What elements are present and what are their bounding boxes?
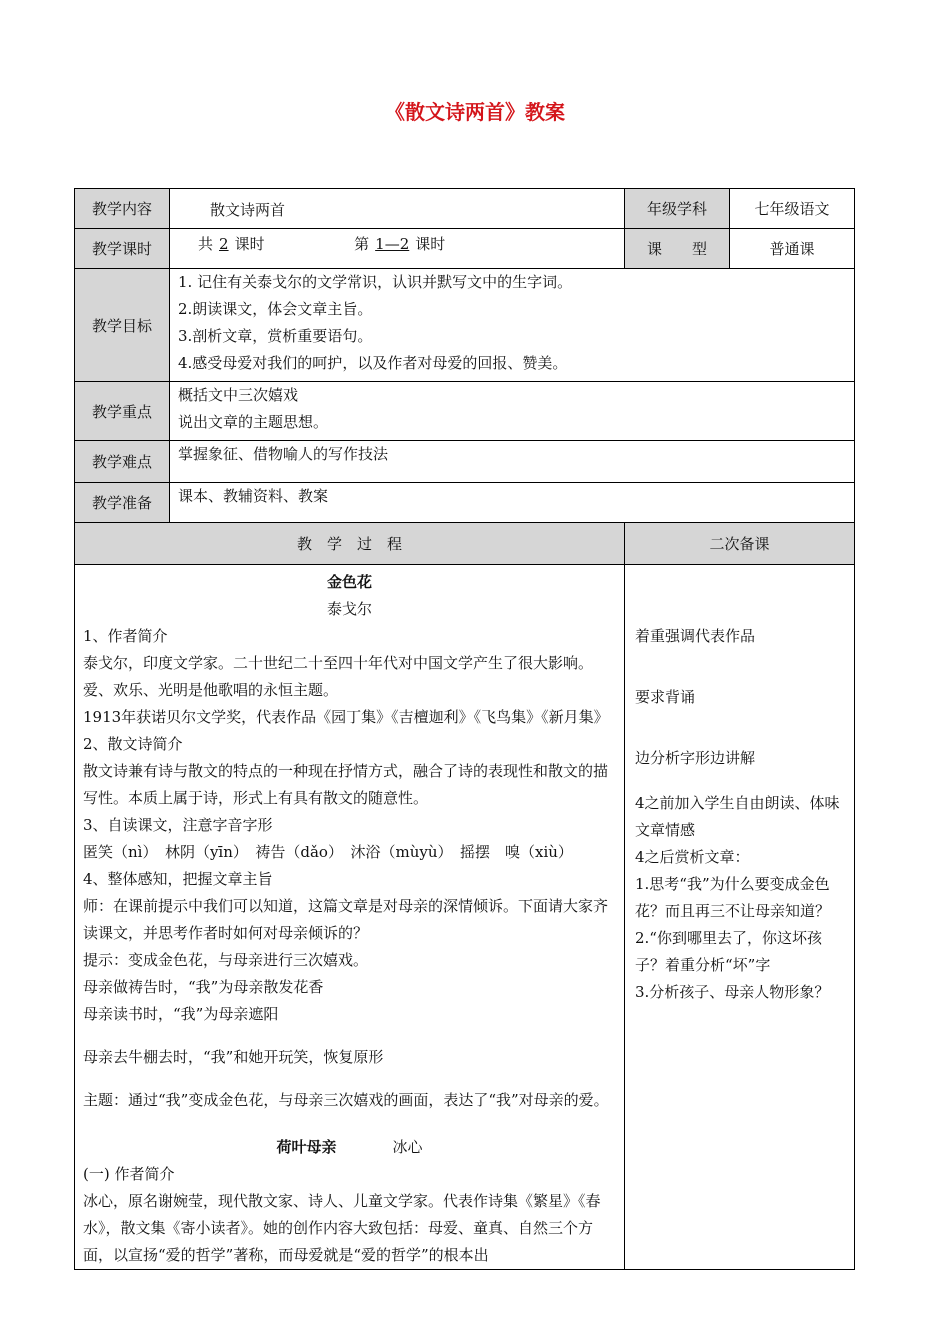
prep-text: 课本、教辅资料、教案 <box>170 483 855 523</box>
hours-label: 教学课时 <box>75 229 170 269</box>
hours-total: 2 <box>219 235 229 253</box>
hours-seq: 1—2 <box>375 235 410 253</box>
row-hours <box>75 229 855 269</box>
grade-value: 七年级语文 <box>730 189 855 229</box>
paragraph: 1913年获诺贝尔文学奖，代表作品《园丁集》《吉檀迦利》《飞鸟集》《新月集》 <box>83 708 609 726</box>
paragraph: 散文诗兼有诗与散文的特点的一种现在抒情方式，融合了诗的表现性和散文的描写性。本质上属于诗，形式上有具有散文的随意性。 <box>83 762 609 807</box>
hours-seq-prefix: 第 <box>354 235 370 253</box>
hours-total-prefix: 共 <box>198 235 214 253</box>
lesson-plan-table <box>74 188 855 1270</box>
section-heading: 1、作者简介 <box>83 627 168 645</box>
paragraph: 母亲做祷告时，“我”为母亲散发花香 <box>83 978 324 996</box>
difficulty-text: 掌握象征、借物喻人的写作技法 <box>170 441 855 483</box>
grade-label: 年级学科 <box>625 189 730 229</box>
row-key <box>75 382 855 441</box>
poem2-author: 冰心 <box>392 1138 423 1156</box>
note-item: 着重强调代表作品 <box>635 627 756 645</box>
note-item: 4之后赏析文章： <box>635 848 750 866</box>
section-heading: 3、自读课文，注意字音字形 <box>83 816 273 834</box>
note-item: 2.“你到哪里去了，你这坏孩子？着重分析“坏”字 <box>635 929 822 974</box>
notes-header: 二次备课 <box>625 523 855 565</box>
row-prep <box>75 483 855 523</box>
theme-paragraph: 主题：通过“我”变成金色花，与母亲三次嬉戏的画面，表达了“我”对母亲的爱。 <box>83 1091 609 1109</box>
poem2-heading <box>83 1134 616 1161</box>
section-heading: (一) 作者简介 <box>83 1165 175 1183</box>
process-header: 教 学 过 程 <box>75 523 625 565</box>
row-difficulty <box>75 441 855 483</box>
poem1-title: 金色花 <box>326 573 372 591</box>
row-process-header <box>75 523 855 565</box>
section-heading: 2、散文诗简介 <box>83 735 183 753</box>
word-list: 匿笑（nì） 林阴（yīn） 祷告（dǎo） 沐浴（mùyù） 摇摆 嗅（xiù） <box>83 843 573 861</box>
note-item: 3.分析孩子、母亲人物形象？ <box>635 983 830 1001</box>
document-title: 《散文诗两首》教案 <box>385 100 565 124</box>
paragraph: 泰戈尔，印度文学家。二十世纪二十至四十年代对中国文学产生了很大影响。爱、欢乐、光明是他歌唱的永恒主题。 <box>83 654 594 699</box>
note-item: 4之前加入学生自由朗读、体味文章情感 <box>635 794 840 839</box>
row-process-body <box>75 565 855 1270</box>
note-item: 要求背诵 <box>635 688 696 706</box>
content-label: 教学内容 <box>75 189 170 229</box>
note-item: 1.思考“我”为什么要变成金色花？而且再三不让母亲知道？ <box>635 875 831 920</box>
paragraph: 冰心，原名谢婉莹，现代散文家、诗人、儿童文学家。代表作诗集《繁星》《春水》，散文集《寄小读者》。她的创作内容大致包括：母爱、童真、自然三个方面，以宣扬“爱的哲学”著称，而母爱就是“爱的哲学”的根本出 <box>83 1192 601 1264</box>
content-value: 散文诗两首 <box>210 201 286 219</box>
paragraph: 母亲读书时，“我”为母亲遮阳 <box>83 1005 279 1023</box>
poem2-title: 荷叶母亲 <box>276 1138 337 1156</box>
goals-label: 教学目标 <box>75 269 170 382</box>
row-content <box>75 189 855 229</box>
type-label: 课 型 <box>625 229 730 269</box>
paragraph: 母亲去牛棚去时，“我”和她开玩笑，恢复原形 <box>83 1048 384 1066</box>
difficulty-label: 教学难点 <box>75 441 170 483</box>
process-content <box>75 565 625 1270</box>
hours-total-suffix: 课时 <box>234 235 265 253</box>
goal-item: 4.感受母爱对我们的呵护，以及作者对母爱的回报、赞美。 <box>178 354 568 372</box>
goal-item: 1. 记住有关泰戈尔的文学常识，认识并默写文中的生字词。 <box>178 273 573 291</box>
key-item: 说出文章的主题思想。 <box>178 413 329 431</box>
poem1-author: 泰戈尔 <box>326 600 372 618</box>
notes-content <box>625 565 855 1270</box>
key-label: 教学重点 <box>75 382 170 441</box>
goal-item: 2.朗读课文，体会文章主旨。 <box>178 300 373 318</box>
paragraph: 师：在课前提示中我们可以知道，这篇文章是对母亲的深情倾诉。下面请大家齐读课文，并思考作者时如何对母亲倾诉的？ <box>83 897 609 942</box>
prep-label: 教学准备 <box>75 483 170 523</box>
row-goals <box>75 269 855 382</box>
section-heading: 4、整体感知，把握文章主旨 <box>83 870 273 888</box>
type-value: 普通课 <box>730 229 855 269</box>
key-item: 概括文中三次嬉戏 <box>178 386 299 404</box>
note-item: 边分析字形边讲解 <box>635 749 756 767</box>
hours-seq-suffix: 课时 <box>415 235 446 253</box>
paragraph: 提示：变成金色花，与母亲进行三次嬉戏。 <box>83 951 369 969</box>
goal-item: 3.剖析文章，赏析重要语句。 <box>178 327 373 345</box>
